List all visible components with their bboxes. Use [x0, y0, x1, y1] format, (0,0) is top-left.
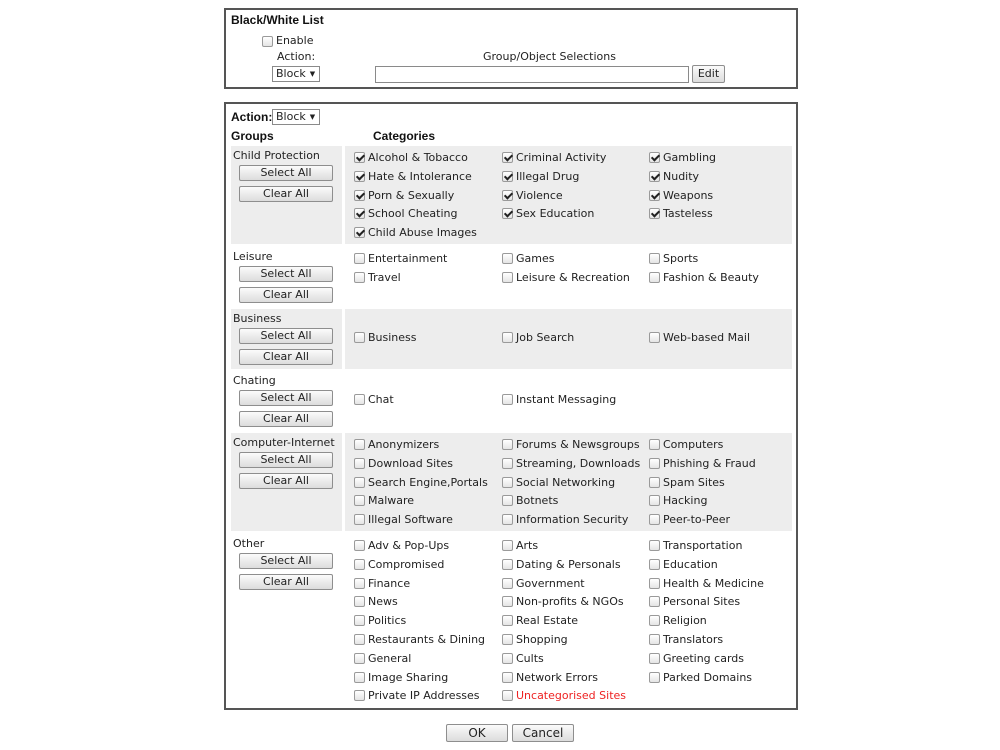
category-checkbox[interactable]: [502, 653, 513, 664]
category-label: Hate & Intolerance: [368, 170, 472, 183]
category-checkbox[interactable]: [502, 208, 513, 219]
select-all-button[interactable]: Select All: [239, 328, 333, 344]
chevron-down-icon: ▼: [309, 113, 316, 121]
category-label: Alcohol & Tobacco: [368, 151, 468, 164]
category-checkbox[interactable]: [502, 495, 513, 506]
bw-action-select[interactable]: [272, 66, 320, 82]
web-filter-panel: [224, 102, 798, 710]
clear-all-button[interactable]: Clear All: [239, 349, 333, 365]
category-label: Politics: [368, 614, 407, 627]
category-checkbox[interactable]: [354, 439, 365, 450]
category-checkbox[interactable]: [649, 495, 660, 506]
category-checkbox[interactable]: [502, 190, 513, 201]
black-white-list-panel: [224, 8, 798, 89]
category-checkbox[interactable]: [354, 332, 365, 343]
category-label: Entertainment: [368, 252, 448, 265]
category-label: Religion: [663, 614, 707, 627]
category-checkbox[interactable]: [354, 690, 365, 701]
category-label: General: [368, 652, 412, 665]
category-checkbox[interactable]: [649, 152, 660, 163]
category-checkbox[interactable]: [649, 514, 660, 525]
category-label: Criminal Activity: [516, 151, 607, 164]
category-checkbox[interactable]: [354, 171, 365, 182]
category-label: School Cheating: [368, 207, 458, 220]
category-checkbox[interactable]: [354, 559, 365, 570]
group-name: Computer-Internet: [233, 436, 335, 449]
category-label: Arts: [516, 539, 539, 552]
category-label: Social Networking: [516, 476, 616, 489]
category-label: Hacking: [663, 494, 708, 507]
category-checkbox[interactable]: [354, 253, 365, 264]
category-checkbox[interactable]: [354, 578, 365, 589]
category-checkbox[interactable]: [354, 190, 365, 201]
group-name: Business: [233, 312, 282, 325]
category-label: Health & Medicine: [663, 577, 764, 590]
category-label: Personal Sites: [663, 595, 741, 608]
group-row-leisure: [231, 247, 792, 307]
category-label: Web-based Mail: [663, 331, 750, 344]
clear-all-button[interactable]: Clear All: [239, 411, 333, 427]
select-all-button[interactable]: Select All: [239, 553, 333, 569]
category-checkbox[interactable]: [649, 439, 660, 450]
category-label: Nudity: [663, 170, 700, 183]
category-checkbox[interactable]: [354, 272, 365, 283]
category-checkbox[interactable]: [354, 653, 365, 664]
groups-header: Groups: [231, 129, 274, 143]
enable-checkbox[interactable]: [262, 36, 273, 47]
category-checkbox[interactable]: [649, 272, 660, 283]
category-label: Information Security: [516, 513, 629, 526]
category-label: Games: [516, 252, 555, 265]
category-label: Shopping: [516, 633, 568, 646]
category-checkbox[interactable]: [502, 439, 513, 450]
category-label: Leisure & Recreation: [516, 271, 630, 284]
category-checkbox[interactable]: [649, 672, 660, 683]
category-label: Spam Sites: [663, 476, 725, 489]
select-all-button[interactable]: Select All: [239, 452, 333, 468]
group-object-selections-label: Group/Object Selections: [483, 50, 616, 63]
category-label: Instant Messaging: [516, 393, 617, 406]
category-checkbox[interactable]: [502, 578, 513, 589]
category-checkbox[interactable]: [354, 152, 365, 163]
category-checkbox[interactable]: [649, 332, 660, 343]
bw-action-label: Action:: [277, 50, 316, 63]
category-label: Streaming, Downloads: [516, 457, 641, 470]
category-label: Travel: [368, 271, 401, 284]
clear-all-button[interactable]: Clear All: [239, 473, 333, 489]
group-row-computer-internet: [231, 433, 792, 531]
group-name: Chating: [233, 374, 276, 387]
category-label: Finance: [368, 577, 411, 590]
select-all-button[interactable]: Select All: [239, 165, 333, 181]
clear-all-button[interactable]: Clear All: [239, 287, 333, 303]
category-checkbox[interactable]: [354, 458, 365, 469]
category-checkbox[interactable]: [354, 394, 365, 405]
category-label: Botnets: [516, 494, 559, 507]
category-checkbox[interactable]: [502, 477, 513, 488]
category-label: Porn & Sexually: [368, 189, 455, 202]
enable-label: Enable: [276, 34, 314, 47]
category-checkbox[interactable]: [354, 227, 365, 238]
clear-all-button[interactable]: Clear All: [239, 186, 333, 202]
group-row-chating: [231, 371, 792, 431]
category-checkbox[interactable]: [649, 540, 660, 551]
category-label: Restaurants & Dining: [368, 633, 486, 646]
category-checkbox[interactable]: [502, 458, 513, 469]
category-label: Private IP Addresses: [368, 689, 480, 702]
category-label: Business: [368, 331, 417, 344]
category-checkbox[interactable]: [502, 152, 513, 163]
category-checkbox[interactable]: [354, 634, 365, 645]
category-checkbox[interactable]: [649, 208, 660, 219]
category-checkbox[interactable]: [354, 477, 365, 488]
chevron-down-icon: ▼: [309, 70, 316, 78]
group-divider: [342, 146, 345, 244]
category-checkbox[interactable]: [502, 394, 513, 405]
category-label: Tasteless: [663, 207, 713, 220]
category-checkbox[interactable]: [649, 653, 660, 664]
category-label: Transportation: [663, 539, 743, 552]
category-checkbox[interactable]: [649, 596, 660, 607]
cancel-button[interactable]: Cancel: [512, 724, 574, 742]
select-all-button[interactable]: Select All: [239, 390, 333, 406]
category-label: Computers: [663, 438, 724, 451]
category-label: Network Errors: [516, 671, 598, 684]
category-label: Real Estate: [516, 614, 579, 627]
group-object-input[interactable]: [375, 66, 689, 83]
category-checkbox[interactable]: [649, 578, 660, 589]
category-label: Fashion & Beauty: [663, 271, 759, 284]
category-label: Illegal Drug: [516, 170, 580, 183]
category-checkbox[interactable]: [502, 690, 513, 701]
category-label: Illegal Software: [368, 513, 453, 526]
category-checkbox[interactable]: [354, 208, 365, 219]
category-checkbox[interactable]: [649, 458, 660, 469]
category-label: Child Abuse Images: [368, 226, 477, 239]
clear-all-button[interactable]: Clear All: [239, 574, 333, 590]
category-label: Government: [516, 577, 585, 590]
category-checkbox[interactable]: [502, 171, 513, 182]
category-label: Compromised: [368, 558, 445, 571]
wf-action-value: Block: [276, 110, 306, 123]
category-checkbox[interactable]: [354, 495, 365, 506]
category-label: Chat: [368, 393, 394, 406]
group-name: Child Protection: [233, 149, 320, 162]
category-label: Greeting cards: [663, 652, 744, 665]
group-divider: [342, 433, 345, 531]
category-label: Gambling: [663, 151, 717, 164]
category-label: Anonymizers: [368, 438, 440, 451]
categories-header: Categories: [373, 129, 436, 143]
category-checkbox[interactable]: [354, 514, 365, 525]
category-checkbox[interactable]: [502, 596, 513, 607]
category-checkbox[interactable]: [649, 559, 660, 570]
group-name: Other: [233, 537, 265, 550]
category-label: Phishing & Fraud: [663, 457, 756, 470]
bw-title: Black/White List: [231, 13, 324, 27]
category-checkbox[interactable]: [649, 253, 660, 264]
category-checkbox[interactable]: [354, 672, 365, 683]
category-checkbox[interactable]: [649, 615, 660, 626]
category-checkbox[interactable]: [649, 190, 660, 201]
category-checkbox[interactable]: [354, 540, 365, 551]
group-divider: [342, 309, 345, 369]
category-label: Malware: [368, 494, 415, 507]
category-label: Education: [663, 558, 718, 571]
category-checkbox[interactable]: [502, 540, 513, 551]
group-row-other: [231, 534, 792, 710]
category-label: Violence: [516, 189, 563, 202]
wf-action-label: Action:: [231, 110, 273, 124]
category-label: Uncategorised Sites: [516, 689, 627, 702]
category-label: Parked Domains: [663, 671, 753, 684]
category-checkbox[interactable]: [502, 634, 513, 645]
category-checkbox[interactable]: [502, 332, 513, 343]
category-label: Search Engine,Portals: [368, 476, 488, 489]
group-row-business: [231, 309, 792, 369]
category-label: Weapons: [663, 189, 714, 202]
wf-action-select[interactable]: [272, 109, 320, 125]
category-label: Job Search: [516, 331, 575, 344]
category-label: Translators: [663, 633, 724, 646]
edit-button[interactable]: Edit: [692, 65, 725, 83]
category-label: Dating & Personals: [516, 558, 621, 571]
category-checkbox[interactable]: [354, 615, 365, 626]
group-row-child-protection: [231, 146, 792, 244]
category-label: Non-profits & NGOs: [516, 595, 624, 608]
ok-button[interactable]: OK: [446, 724, 508, 742]
category-checkbox[interactable]: [649, 477, 660, 488]
category-checkbox[interactable]: [649, 171, 660, 182]
category-label: Download Sites: [368, 457, 454, 470]
category-checkbox[interactable]: [649, 634, 660, 645]
category-checkbox[interactable]: [354, 596, 365, 607]
category-checkbox[interactable]: [502, 253, 513, 264]
category-checkbox[interactable]: [502, 272, 513, 283]
bw-action-value: Block: [276, 67, 306, 80]
category-label: Cults: [516, 652, 544, 665]
category-label: Peer-to-Peer: [663, 513, 731, 526]
category-checkbox[interactable]: [502, 615, 513, 626]
category-label: Sex Education: [516, 207, 595, 220]
category-checkbox[interactable]: [502, 514, 513, 525]
category-label: Image Sharing: [368, 671, 449, 684]
category-label: Sports: [663, 252, 699, 265]
category-label: News: [368, 595, 398, 608]
group-name: Leisure: [233, 250, 273, 263]
category-checkbox[interactable]: [502, 559, 513, 570]
category-label: Adv & Pop-Ups: [368, 539, 450, 552]
category-label: Forums & Newsgroups: [516, 438, 640, 451]
select-all-button[interactable]: Select All: [239, 266, 333, 282]
category-checkbox[interactable]: [502, 672, 513, 683]
